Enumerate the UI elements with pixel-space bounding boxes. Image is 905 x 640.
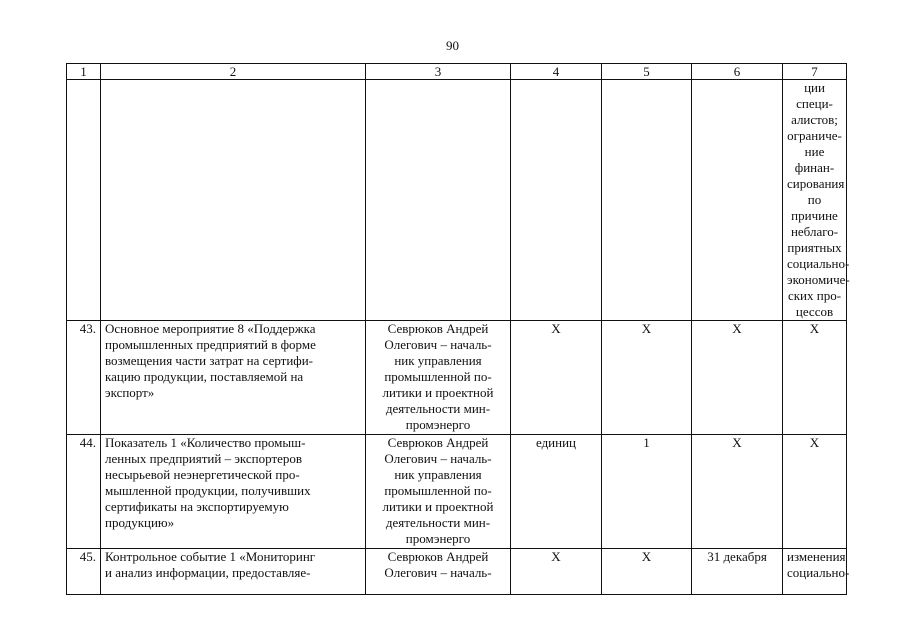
responsible-cell: Севрюков Андрей Олегович – началь- [366,549,511,595]
value-cell [602,80,692,321]
column-header-1: 1 [67,64,101,80]
header-row [67,64,847,80]
table-row [67,80,847,321]
column-header-6: 6 [692,64,783,80]
row-number-cell [67,80,101,321]
document-table [66,63,850,595]
deadline-cell: 31 декабря [692,549,783,595]
unit-cell [511,80,602,321]
table-row [67,549,847,595]
description-cell: Показатель 1 «Количество промыш- ленных предприятий – экспортеров несырьевой неэнергетической про- мышленной продукции, получивших сертификаты на экспортируемую продукцию» [101,435,366,549]
risks-cell: Х [783,321,847,435]
responsible-cell: Севрюков Андрей Олегович – началь- ник управления промышленной по- литики и проектной деятельности мин- промэнерго [366,321,511,435]
unit-cell: единиц [511,435,602,549]
description-cell: Основное мероприятие 8 «Поддержка промышленных предприятий в форме возмещения части затрат на сертифи- кацию продукции, поставляемой на экспорт» [101,321,366,435]
row-number-cell: 43. [67,321,101,435]
value-cell: Х [602,549,692,595]
column-header-7: 7 [783,64,847,80]
column-header-3: 3 [366,64,511,80]
risks-cell: изменения социально- [783,549,847,595]
unit-cell: Х [511,549,602,595]
page-number: 90 [446,38,459,53]
unit-cell: Х [511,321,602,435]
table-row [67,321,847,435]
column-header-4: 4 [511,64,602,80]
column-header-2: 2 [101,64,366,80]
row-number-cell: 45. [67,549,101,595]
responsible-cell [366,80,511,321]
risks-cell: ции специ- алистов; ограниче- ние финан- сирования по причине неблаго- приятных социально- экономиче- ских про- цессов [783,80,847,321]
column-header-5: 5 [602,64,692,80]
risks-cell: Х [783,435,847,549]
deadline-cell: Х [692,321,783,435]
value-cell: Х [602,321,692,435]
deadline-cell: Х [692,435,783,549]
deadline-cell [692,80,783,321]
description-cell: Контрольное событие 1 «Мониторинг и анализ информации, предоставляе- [101,549,366,595]
description-cell [101,80,366,321]
table-row [67,435,847,549]
row-number-cell: 44. [67,435,101,549]
value-cell: 1 [602,435,692,549]
responsible-cell: Севрюков Андрей Олегович – началь- ник управления промышленной по- литики и проектной деятельности мин- промэнерго [366,435,511,549]
